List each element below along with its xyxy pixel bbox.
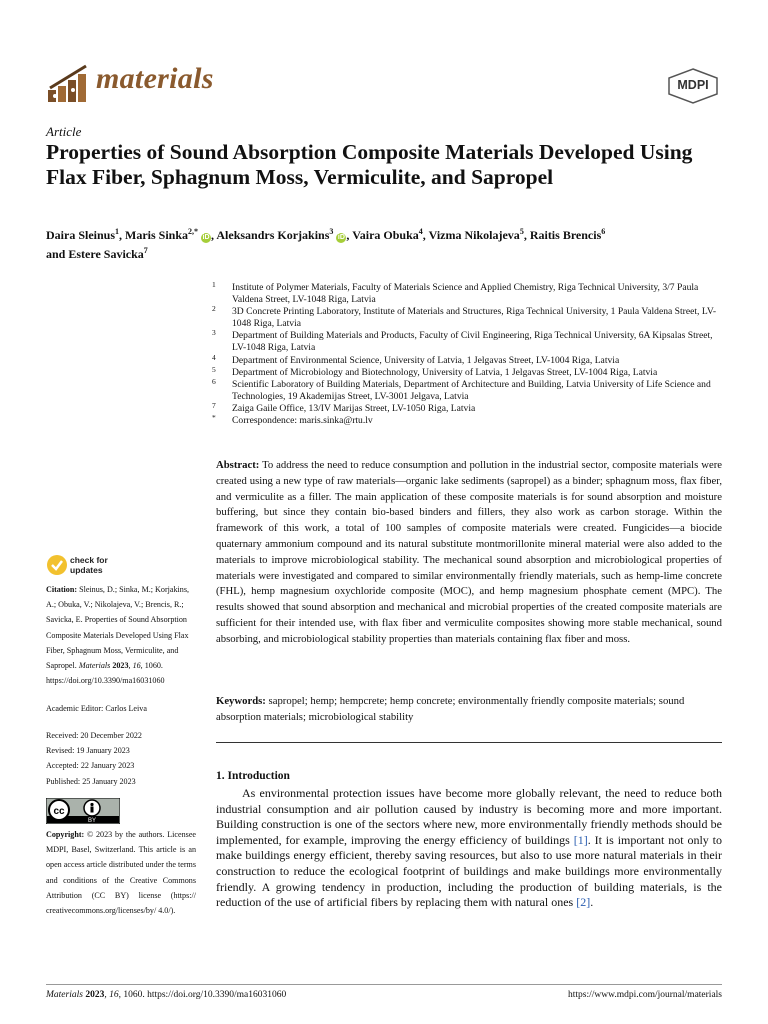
- citation-block: [46, 582, 194, 688]
- keywords: [216, 694, 722, 726]
- keywords-text: sapropel; hemp; hempcrete; hemp concrete; environmentally friendly composite materials; sound absorption materials; microbiological stability: [216, 695, 685, 723]
- author-list: [46, 224, 726, 262]
- check-updates-label: [70, 555, 108, 575]
- cc-by-license-icon[interactable]: [46, 798, 120, 824]
- author-affiliation-sup: 4: [418, 227, 423, 236]
- affiliation-item: [212, 400, 727, 415]
- author-affiliation-sup: 6: [601, 227, 606, 236]
- affiliation-text: Department of Building Materials and Products, Faculty of Civil Engineering, Riga Technical University, 6A Kipsalas Street, LV-1048 Riga, Latvia: [232, 330, 713, 354]
- abstract-label: Abstract:: [216, 459, 260, 471]
- author-name[interactable]: Vizma Nikolajeva: [428, 228, 520, 242]
- affiliation-number: *: [212, 413, 216, 423]
- copyright-notice: [46, 827, 196, 918]
- affiliation-item: [212, 306, 727, 330]
- abstract-text: To address the need to reduce consumption and pollution in the industrial sector, composite materials were created using a new type of raw materials—organic lake sediments (sapropel) as a binder; sphagnum moss, flax fiber, and vermiculite as a filler. The main application of these composite materials is for sound absorption and moisture buffering, but since they contain bio-based binders and fillers, they also work as carbon storage. Within the framework of this work, a total of 100 samples of composite materials were created. Fungicides—a biocide quaternary ammonium compound and its natural substitute montmorillonite mineral material were also added to the materials to improve microbiological stability. The mechanical sound absorption and microbiological properties of materials were investigated and compared to similar environmentally friendly materials, such as hemp-lime concrete (FHL), hemp magnesium oxychloride composite (MOC), and hemp magnesium phosphate cement (MPC). The results showed that sound absorption and mechanical and microbial properties of the created composite materials are sufficient for their intended use, with flax fiber and vermiculite composites showing more stable mechanical, sound absorbing, and microbiological stability properties than materials containing flax fiber and moss.: [216, 459, 722, 645]
- affiliation-item: [212, 352, 727, 367]
- affiliation-item: [212, 330, 727, 354]
- article-type: Article: [46, 124, 82, 139]
- footer-journal: Materials: [46, 990, 83, 1000]
- section-divider: [216, 742, 722, 743]
- abstract: [216, 458, 722, 648]
- affiliation-text: Correspondence: maris.sinka@rtu.lv: [232, 415, 373, 427]
- affiliation-item: [212, 364, 727, 379]
- footer-year: 2023: [82, 990, 105, 1000]
- journal-name[interactable]: materials: [96, 62, 214, 95]
- affiliation-item: [212, 376, 727, 403]
- accepted-date: Accepted: 22 January 2023: [46, 761, 135, 771]
- reference-link-2[interactable]: [2]: [576, 895, 591, 910]
- footer-journal-url[interactable]: https://www.mdpi.com/journal/materials: [568, 990, 722, 1000]
- publication-dates: [46, 728, 142, 789]
- citation-label: Citation:: [46, 585, 78, 594]
- affiliation-number: 3: [212, 328, 216, 338]
- footer-volume: , 16: [104, 990, 119, 1000]
- cc-by-label: BY: [87, 818, 97, 824]
- check-updates-line1: check for: [70, 555, 108, 565]
- check-for-updates-button[interactable]: [46, 554, 166, 578]
- copyright-label: Copyright:: [46, 830, 85, 839]
- affiliation-number: 7: [212, 400, 216, 410]
- author-name[interactable]: Aleksandrs Korjakins: [216, 228, 330, 242]
- affiliation-item: [212, 415, 727, 427]
- citation-text: Sleinus, D.; Sinka, M.; Korjakins, A.; Obuka, V.; Nikolajeva, V.; Brencis, R.; Savicka, E. Properties of Sound Absorption Composite Materials Developed Using Flax Fiber, Sphagnum Moss, Vermiculite, and Sapropel.: [46, 585, 190, 671]
- check-updates-line2: updates: [70, 565, 103, 575]
- affiliations: [212, 282, 727, 427]
- footer-divider: [46, 984, 722, 985]
- received-date: Received: 20 December 2022: [46, 731, 142, 740]
- intro-text-2: . It is important not only to make buildings energy efficient, thereby saving resources, but also to use more natural materials in their construction to reduce the ecological footprint of buildings and make buildings more environmentally friendly. A growing tendency in production, including the production of building materials, is the reduction of the use of artificial fibers by replacing them with natural ones: [216, 832, 722, 910]
- svg-text:cc: cc: [53, 806, 65, 817]
- author-separator: ,: [422, 228, 429, 242]
- intro-text-1: As environmental protection issues have become more globally relevant, the need to reduce both industrial consumption and air pollution caused by industry is becoming more and more important. Building construction is one of the sectors where new, more environmentally friendly methods should be implemented, for example, improving the energy efficiency of buildings: [216, 786, 722, 847]
- keywords-label: Keywords:: [216, 695, 266, 707]
- author-separator: ,: [346, 228, 353, 242]
- author-separator: ,: [211, 228, 217, 242]
- affiliation-text: Institute of Polymer Materials, Faculty of Materials Science and Applied Chemistry, Riga Technical University, 3/7 Paula Valdena Street, LV-1048 Riga, Latvia: [232, 282, 699, 306]
- affiliation-number: 6: [212, 376, 216, 386]
- academic-editor: Academic Editor: Carlos Leiva: [46, 704, 147, 713]
- affiliation-number: 1: [212, 280, 216, 289]
- orcid-icon[interactable]: iD: [202, 234, 210, 241]
- author-name[interactable]: and Estere Savicka: [46, 247, 144, 261]
- author-affiliation-sup: 5: [519, 227, 524, 236]
- author-name[interactable]: Raitis Brencis: [529, 228, 602, 242]
- affiliation-text: Department of Microbiology and Biotechnology, University of Latvia, 1 Jelgavas Street, LV-1004 Riga, Latvia: [232, 366, 658, 378]
- affiliation-number: 2: [212, 304, 216, 314]
- affiliation-item: [212, 282, 727, 306]
- revised-date: Revised: 19 January 2023: [46, 746, 130, 756]
- article-title: Properties of Sound Absorption Composite Materials Developed Using Flax Fiber, Sphagnum Moss, Vermiculite, and Sapropel: [46, 140, 693, 189]
- citation-journal: Materials: [78, 661, 111, 671]
- footer-citation: [46, 990, 286, 1000]
- author-separator: ,: [119, 228, 126, 242]
- footer-doi[interactable]: , 1060. https://doi.org/10.3390/ma16031060: [118, 990, 287, 1000]
- affiliation-text: Scientific Laboratory of Building Materials, Department of Architecture and Building, Latvia University of Life Science and Technologies, 19 Akademijas Street, LV-3001 Jelgava, Latvia: [232, 378, 711, 402]
- journal-logo-icon: [46, 60, 90, 104]
- author-affiliation-sup: 2,*: [188, 227, 199, 236]
- published-date: Published: 25 January 2023: [46, 776, 136, 786]
- mdpi-logo[interactable]: [667, 68, 719, 104]
- check-updates-icon: [46, 554, 68, 576]
- copyright-text: © 2023 by the authors. Licensee MDPI, Basel, Switzerland. This article is an open access article distributed under the terms and conditions of the Creative Commons Attribution (CC BY) license (https:// creativecommons.org/licenses/by/ 4.0/).: [46, 830, 196, 916]
- citation-year: 2023: [110, 661, 129, 671]
- author-separator: ,: [523, 228, 530, 242]
- reference-link-1[interactable]: [1]: [573, 832, 588, 847]
- section-heading-introduction: 1. Introduction: [216, 770, 290, 782]
- affiliation-number: 5: [212, 364, 216, 374]
- author-affiliation-sup: 1: [115, 227, 120, 236]
- citation-volume: , 16: [128, 661, 141, 671]
- affiliation-text: Zaiga Gaile Office, 13/IV Marijas Street, LV-1050 Riga, Latvia: [232, 402, 476, 414]
- author-name[interactable]: Daira Sleinus: [46, 228, 116, 242]
- citation-doi[interactable]: , 1060. https://doi.org/10.3390/ma16031060: [46, 661, 165, 686]
- orcid-icon[interactable]: iD: [337, 234, 345, 241]
- mdpi-text: MDPI: [677, 78, 709, 92]
- author-affiliation-sup: 3: [329, 227, 334, 236]
- affiliation-number: 4: [212, 352, 216, 362]
- author-name[interactable]: Maris Sinka: [125, 228, 189, 242]
- introduction-paragraph: [216, 786, 722, 911]
- affiliation-text: Department of Environmental Science, University of Latvia, 1 Jelgavas Street, LV-1004 Riga, Latvia: [232, 354, 620, 366]
- author-name[interactable]: Vaira Obuka: [352, 228, 419, 242]
- intro-text-3: .: [590, 895, 594, 910]
- affiliation-text: 3D Concrete Printing Laboratory, Institute of Materials and Structures, Riga Technical University, 1 Paula Valdena Street, LV-1048 Riga, Latvia: [232, 306, 717, 330]
- author-affiliation-sup: 7: [143, 246, 148, 255]
